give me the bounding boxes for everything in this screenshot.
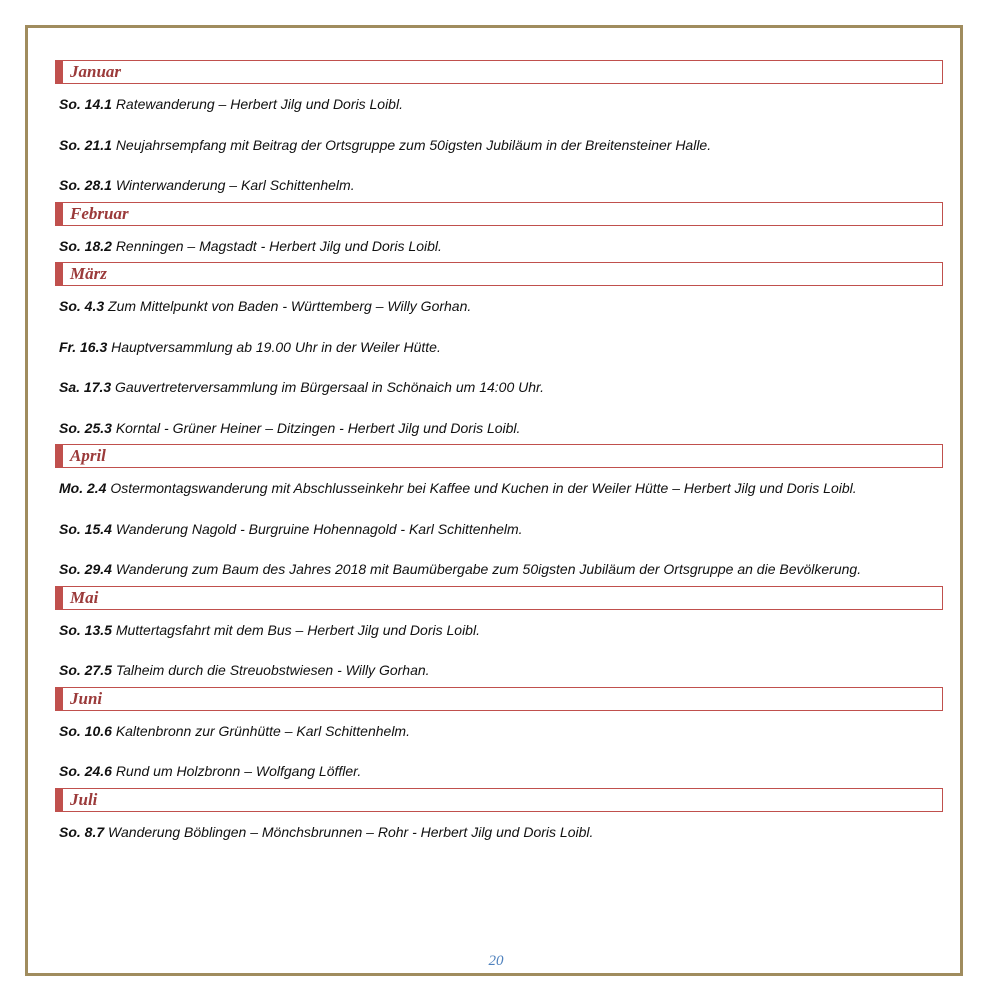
event-date: So. 4.3 bbox=[59, 298, 105, 314]
month-title: April bbox=[70, 446, 106, 465]
event-date: So. 24.6 bbox=[59, 763, 112, 779]
event-item bbox=[55, 369, 943, 410]
event-date: Fr. 16.3 bbox=[59, 338, 108, 355]
event-text: Muttertagsfahrt mit dem Bus – Herbert Jilg und Doris Loibl. bbox=[115, 621, 480, 638]
event-text: Korntal - Grüner Heiner – Ditzingen - Herbert Jilg und Doris Loibl. bbox=[115, 419, 521, 436]
event-text: Renningen – Magstadt - Herbert Jilg und Doris Loibl. bbox=[115, 237, 442, 254]
month-title: Juni bbox=[70, 688, 103, 708]
event-text: Wanderung Böblingen – Mönchsbrunnen – Rohr - Herbert Jilg und Doris Loibl. bbox=[108, 823, 594, 840]
event-date: So. 25.3 bbox=[59, 419, 112, 436]
page-number: 20 bbox=[488, 953, 504, 969]
month-section-maerz bbox=[55, 262, 943, 450]
event-schedule bbox=[55, 60, 943, 854]
event-item bbox=[55, 329, 943, 370]
month-header bbox=[55, 586, 943, 610]
event-text: Hauptversammlung ab 19.00 Uhr in der Weiler Hütte. bbox=[111, 338, 441, 355]
month-header bbox=[55, 60, 943, 84]
event-date: So. 18.2 bbox=[59, 237, 112, 254]
month-section-februar bbox=[55, 202, 943, 269]
month-header bbox=[55, 202, 943, 226]
month-section-april bbox=[55, 444, 943, 592]
event-text: Neujahrsempfang mit Beitrag der Ortsgruppe zum 50igsten Jubiläum in der Breitensteiner Halle. bbox=[115, 136, 712, 153]
event-date: So. 14.1 bbox=[59, 96, 112, 112]
event-item bbox=[55, 288, 943, 329]
event-item bbox=[55, 814, 943, 855]
event-text: Ostermontagswanderung mit Abschlusseinkehr bei Kaffee und Kuchen in der Weiler Hütte – Herbert Jilg und Doris Loibl. bbox=[110, 480, 857, 496]
month-section-juni bbox=[55, 687, 943, 794]
month-title: Juli bbox=[70, 789, 98, 809]
month-section-mai bbox=[55, 586, 943, 693]
event-date: So. 29.4 bbox=[59, 561, 112, 577]
event-text: Rund um Holzbronn – Wolfgang Löffler. bbox=[115, 763, 362, 779]
month-header bbox=[55, 687, 943, 711]
month-title: Januar bbox=[70, 62, 122, 81]
event-text: Zum Mittelpunkt von Baden - Württemberg – Willy Gorhan. bbox=[108, 298, 472, 314]
month-section-januar bbox=[55, 60, 943, 208]
event-date: Mo. 2.4 bbox=[59, 480, 107, 496]
month-title: Februar bbox=[70, 203, 129, 223]
event-date: Sa. 17.3 bbox=[59, 379, 112, 395]
event-item bbox=[55, 470, 943, 511]
event-item bbox=[55, 127, 943, 168]
event-date: So. 27.5 bbox=[59, 662, 112, 678]
event-date: So. 21.1 bbox=[59, 136, 112, 153]
event-text: Gauvertreterversammlung im Bürgersaal in Schönaich um 14:00 Uhr. bbox=[115, 379, 545, 395]
event-text: Wanderung zum Baum des Jahres 2018 mit Baumübergabe zum 50igsten Jubiläum der Ortsgruppe an die Bevölkerung. bbox=[115, 561, 862, 577]
event-date: So. 15.4 bbox=[59, 520, 112, 537]
month-section-juli bbox=[55, 788, 943, 855]
month-title: Mai bbox=[70, 587, 99, 607]
event-text: Kaltenbronn zur Grünhütte – Karl Schittenhelm. bbox=[115, 722, 410, 739]
month-header bbox=[55, 788, 943, 812]
month-header bbox=[55, 444, 943, 468]
event-date: So. 13.5 bbox=[59, 621, 112, 638]
month-header bbox=[55, 262, 943, 286]
event-date: So. 8.7 bbox=[59, 823, 105, 840]
event-item bbox=[55, 713, 943, 754]
event-text: Winterwanderung – Karl Schittenhelm. bbox=[115, 177, 355, 193]
event-item bbox=[55, 612, 943, 653]
event-text: Wanderung Nagold - Burgruine Hohennagold - Karl Schittenhelm. bbox=[115, 520, 523, 537]
event-item bbox=[55, 86, 943, 127]
month-title: März bbox=[70, 264, 107, 283]
event-text: Talheim durch die Streuobstwiesen - Willy Gorhan. bbox=[115, 662, 430, 678]
event-date: So. 28.1 bbox=[59, 177, 112, 193]
event-item bbox=[55, 511, 943, 552]
event-date: So. 10.6 bbox=[59, 722, 112, 739]
event-text: Ratewanderung – Herbert Jilg und Doris Loibl. bbox=[115, 96, 403, 112]
